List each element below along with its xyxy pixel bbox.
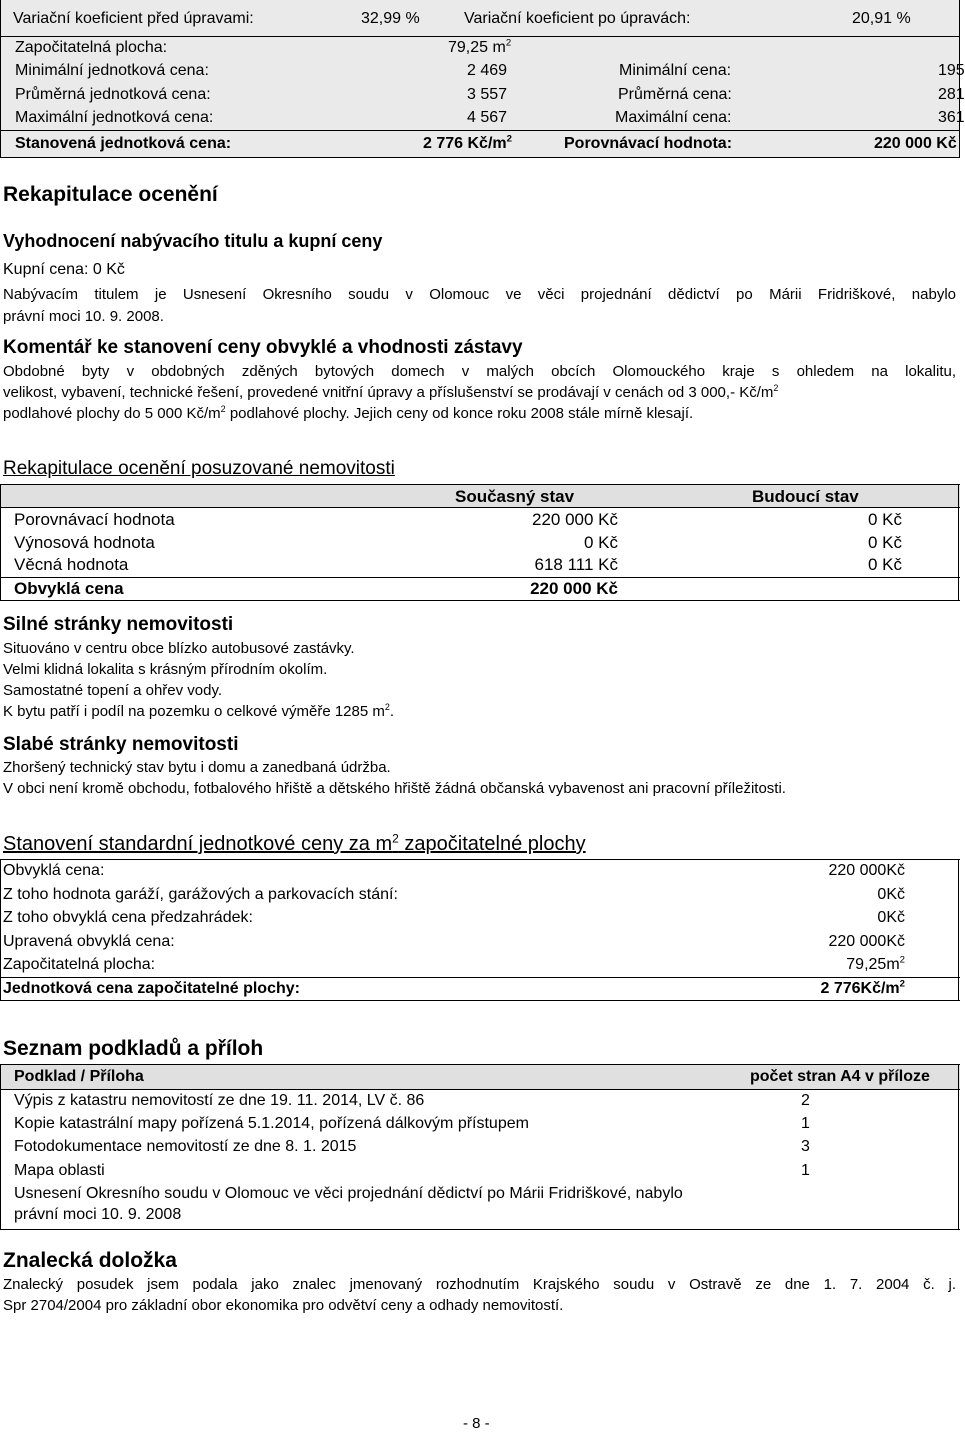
- compare-value: 220 000 Kč: [874, 135, 957, 152]
- row-pages: 1: [801, 1162, 810, 1179]
- row-doc: Usnesení Okresního soudu v Olomouc ve věci projednání dědictví po Márii Fridriškové, nabylo: [14, 1185, 683, 1202]
- row-label: Porovnávací hodnota: [14, 510, 175, 529]
- purchase-text-line-1: Nabývacím titulem je Usnesení Okresního soudu v Olomouc ve věci projednání dědictví po Márii Fridriškové, nabylo: [3, 286, 956, 303]
- standard-row-label: Obvyklá cena:: [3, 862, 105, 879]
- row-doc: Fotodokumentace nemovitostí ze dne 8. 1. 2015: [14, 1138, 357, 1155]
- clause-line-1: Znalecký posudek jsem podala jako znalec jmenovaný rozhodnutím Krajského soudu v Ostravě ze dne 1. 7. 2004 č. j.: [3, 1276, 956, 1293]
- vk-before-value: 32,99 %: [361, 10, 420, 27]
- standard-row-label: Z toho hodnota garáží, garážových a parkovacích stání:: [3, 886, 398, 903]
- comment-line-1: Obdobné byty v obdobných zděných bytových domech v malých obcích Olomouckého kraje s ohledem na lokalitu,: [3, 363, 956, 380]
- comment-line-2: velikost, vybavení, technické řešení, provedené vnitřní úpravy a příslušenství se prodávají v cenách od 3 000,- $Kč/m^2$: [3, 383, 779, 401]
- vk-before-label: Variační koeficient před úpravami:: [13, 10, 254, 27]
- purchase-price: Kupní cena: 0 Kč: [3, 261, 125, 278]
- row-future: 0 Kč: [867, 555, 902, 574]
- row-doc: Mapa oblasti: [14, 1162, 105, 1179]
- list-item: Situováno v centru obce blízko autobusové zastávky.: [3, 640, 355, 657]
- avg-price-value: 281: [938, 86, 965, 103]
- row-label: Obvyklá cena: [14, 579, 124, 598]
- area-label: Započitatelná plocha:: [15, 39, 168, 56]
- avg-unit-label: Průměrná jednotková cena:: [15, 86, 211, 103]
- standard-row-label: Z toho obvyklá cena předzahrádek:: [3, 909, 253, 926]
- standard-row-label: Jednotková cena započitatelné plochy:: [3, 980, 300, 997]
- standard-row-value: 220 000Kč: [828, 862, 905, 879]
- col-future-header: Budoucí stav: [752, 487, 859, 506]
- comment-title: Komentář ke stanovení ceny obvyklé a vhodnosti zástavy: [3, 337, 523, 358]
- clause-line-2: Spr 2704/2004 pro základní obor ekonomika pro odvětví ceny a odhady nemovitostí.: [3, 1297, 564, 1314]
- price-summary-table: [0, 0, 965, 158]
- page-number: - 8 -: [463, 1415, 490, 1432]
- row-doc: Kopie katastrální mapy pořízená 5.1.2014, pořízená dálkovým přístupem: [14, 1115, 529, 1132]
- col-pages-header: počet stran A4 v příloze: [750, 1068, 930, 1085]
- set-unit-value: 2 776 $Kč/m^2$: [423, 133, 512, 152]
- vk-after-label: Variační koeficient po úpravách:: [464, 10, 691, 27]
- standard-row-value: $79,25m^2$: [846, 954, 905, 973]
- set-unit-label: Stanovená jednotková cena:: [15, 135, 232, 152]
- row-doc: Výpis z katastru nemovitostí ze dne 19. 11. 2014, LV č. 86: [14, 1092, 425, 1109]
- weaknesses-title: Slabé stránky nemovitosti: [3, 734, 239, 755]
- avg-price-label: Průměrná cena:: [618, 86, 732, 103]
- standard-title: Stanovení standardní jednotkové ceny za $m^2$ započitatelné plochy: [3, 831, 586, 855]
- row-current: 220 000 Kč: [531, 510, 618, 529]
- purchase-text-line-2: právní moci 10. 9. 2008.: [3, 308, 164, 325]
- clause-title: Znalecká doložka: [3, 1249, 177, 1272]
- row-doc-cont: právní moci 10. 9. 2008: [14, 1206, 182, 1223]
- standard-row-value: 220 000Kč: [828, 933, 905, 950]
- min-unit-value: 2 469: [467, 62, 508, 79]
- divider: [1, 36, 959, 37]
- col-current-header: Současný stav: [455, 487, 575, 506]
- row-pages: 3: [801, 1138, 810, 1155]
- row-future: 0 Kč: [867, 510, 902, 529]
- standard-row-label: Upravená obvyklá cena:: [3, 933, 175, 950]
- min-price-label: Minimální cena:: [619, 62, 732, 79]
- max-price-label: Maximální cena:: [615, 109, 732, 126]
- recap-title: Rekapitulace ocenění: [3, 183, 218, 206]
- row-current: 0 Kč: [583, 533, 618, 552]
- max-unit-value: 4 567: [467, 109, 508, 126]
- compare-label: Porovnávací hodnota:: [564, 135, 733, 152]
- comment-line-3: podlahové plochy do 5 000 $Kč/m^2$ podlahové plochy. Jejich ceny od konce roku 2008 stále mírně klesají.: [3, 404, 694, 422]
- avg-unit-value: 3 557: [467, 86, 508, 103]
- attachments-title: Seznam podkladů a příloh: [3, 1037, 264, 1060]
- standard-row-value: 0Kč: [877, 909, 905, 926]
- row-pages: 1: [801, 1115, 810, 1132]
- standard-row-value: 2 $776Kč/m^2$: [820, 978, 905, 997]
- max-unit-label: Maximální jednotková cena:: [15, 109, 214, 126]
- list-item: K bytu patří i podíl na pozemku o celkové výměře 1285 $m^2$.: [3, 702, 395, 720]
- area-value: 79,25 $m^2$: [448, 37, 512, 56]
- row-current: 220 000 Kč: [530, 579, 618, 598]
- max-price-value: 361: [938, 109, 965, 126]
- standard-row-label: Započitatelná plocha:: [3, 956, 156, 973]
- list-item: Zhoršený technický stav bytu i domu a zanedbaná údržba.: [3, 759, 391, 776]
- recap-table-title: Rekapitulace ocenění posuzované nemovitosti: [3, 458, 395, 479]
- row-label: Výnosová hodnota: [14, 533, 155, 552]
- list-item: V obci není kromě obchodu, fotbalového hřiště a dětského hřiště žádná občanská vybavenost ani pracovní příležitosti.: [3, 780, 786, 797]
- row-current: 618 111 Kč: [534, 555, 618, 574]
- min-price-value: 195: [938, 62, 965, 79]
- purchase-title: Vyhodnocení nabývacího titulu a kupní ceny: [3, 231, 383, 251]
- list-item: Samostatné topení a ohřev vody.: [3, 682, 223, 699]
- min-unit-label: Minimální jednotková cena:: [15, 62, 209, 79]
- standard-row-value: 0Kč: [877, 886, 905, 903]
- vk-after-value: 20,91 %: [852, 10, 911, 27]
- row-future: 0 Kč: [867, 533, 902, 552]
- col-doc-header: Podklad / Příloha: [14, 1068, 144, 1085]
- strengths-title: Silné stránky nemovitosti: [3, 614, 234, 635]
- row-pages: 2: [801, 1092, 810, 1109]
- list-item: Velmi klidná lokalita s krásným přírodním okolím.: [3, 661, 328, 678]
- divider: [1, 130, 959, 131]
- row-label: Věcná hodnota: [14, 555, 129, 574]
